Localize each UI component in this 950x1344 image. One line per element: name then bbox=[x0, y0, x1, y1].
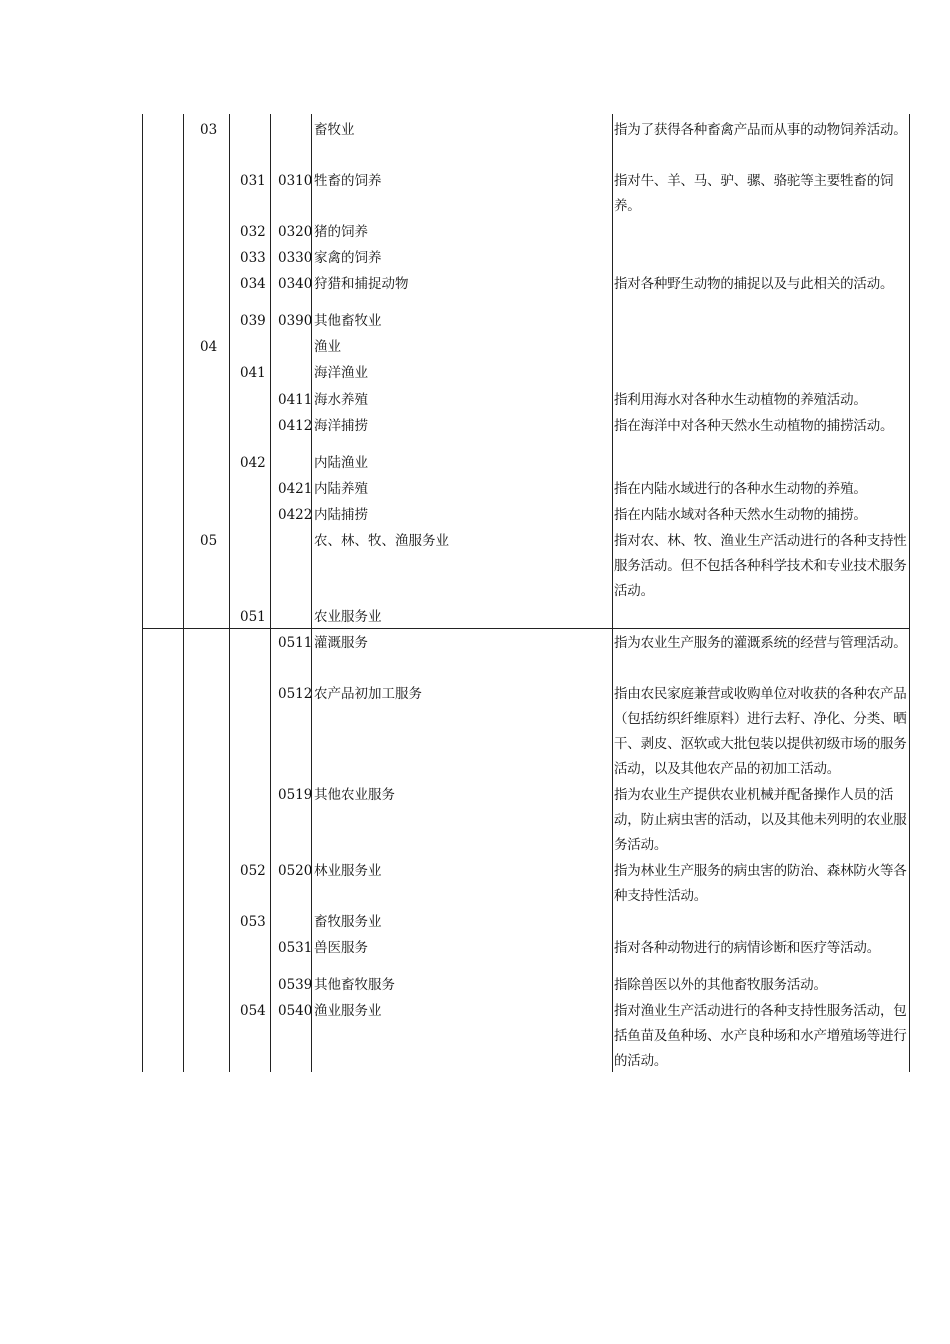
category-code: 03 bbox=[200, 122, 218, 138]
category-description: 指对各种野生动物的捕捉以及与此相关的活动。 bbox=[614, 276, 894, 292]
major-code: 033 bbox=[240, 250, 266, 266]
category-description: 指在内陆水域进行的各种水生动物的养殖。 bbox=[614, 481, 867, 497]
category-description: 指为农业生产提供农业机械并配备操作人员的活动，防止病虫害的活动，以及其他未列明的农业服务活动。 bbox=[614, 787, 907, 853]
medium-code: 0320 bbox=[278, 224, 313, 240]
category-name: 内陆捕捞 bbox=[314, 507, 368, 523]
category-name: 渔业 bbox=[314, 339, 341, 355]
category-description: 指利用海水对各种水生动植物的养殖活动。 bbox=[614, 392, 867, 408]
medium-code: 0539 bbox=[278, 977, 313, 993]
category-description: 指对农、林、牧、渔业生产活动进行的各种支持性服务活动。但不包括各种科学技术和专业技术服务活动。 bbox=[614, 533, 907, 599]
major-code: 054 bbox=[240, 1003, 266, 1019]
category-name: 林业服务业 bbox=[314, 863, 382, 879]
category-description: 指对各种动物进行的病情诊断和医疗等活动。 bbox=[614, 940, 880, 956]
category-name: 内陆渔业 bbox=[314, 455, 368, 471]
category-name: 其他畜牧业 bbox=[314, 313, 382, 329]
medium-code: 0531 bbox=[278, 940, 313, 956]
major-code: 051 bbox=[240, 609, 266, 625]
category-name: 其他农业服务 bbox=[314, 787, 395, 803]
medium-code: 0540 bbox=[278, 1003, 313, 1019]
medium-code: 0520 bbox=[278, 863, 313, 879]
category-description: 指在海洋中对各种天然水生动植物的捕捞活动。 bbox=[614, 418, 894, 434]
column-border bbox=[183, 114, 184, 1072]
column-border bbox=[229, 114, 230, 1072]
category-name: 畜牧服务业 bbox=[314, 914, 382, 930]
category-name: 猪的饲养 bbox=[314, 224, 368, 240]
category-name: 牲畜的饲养 bbox=[314, 173, 382, 189]
column-border bbox=[270, 114, 271, 1072]
category-description: 指为林业生产服务的病虫害的防治、森林防火等各种支持性活动。 bbox=[614, 863, 907, 904]
category-name: 狩猎和捕捉动物 bbox=[314, 276, 409, 292]
category-name: 农业服务业 bbox=[314, 609, 382, 625]
category-description: 指为农业生产服务的灌溉系统的经营与管理活动。 bbox=[614, 635, 907, 651]
category-name: 渔业服务业 bbox=[314, 1003, 382, 1019]
medium-code: 0411 bbox=[278, 392, 313, 408]
major-code: 041 bbox=[240, 365, 266, 381]
major-code: 053 bbox=[240, 914, 266, 930]
medium-code: 0412 bbox=[278, 418, 313, 434]
category-code: 05 bbox=[200, 533, 218, 549]
category-description: 指除兽医以外的其他畜牧服务活动。 bbox=[614, 977, 827, 993]
medium-code: 0512 bbox=[278, 686, 313, 702]
major-code: 052 bbox=[240, 863, 266, 879]
category-name: 海水养殖 bbox=[314, 392, 368, 408]
medium-code: 0519 bbox=[278, 787, 313, 803]
category-name: 灌溉服务 bbox=[314, 635, 368, 651]
category-code: 04 bbox=[200, 339, 218, 355]
major-code: 039 bbox=[240, 313, 266, 329]
major-code: 034 bbox=[240, 276, 266, 292]
column-border bbox=[612, 114, 613, 1072]
category-name: 农产品初加工服务 bbox=[314, 686, 422, 702]
category-description: 指在内陆水域对各种天然水生动物的捕捞。 bbox=[614, 507, 867, 523]
category-description: 指为了获得各种畜禽产品而从事的动物饲养活动。 bbox=[614, 122, 907, 138]
category-name: 内陆养殖 bbox=[314, 481, 368, 497]
major-code: 031 bbox=[240, 173, 266, 189]
medium-code: 0421 bbox=[278, 481, 313, 497]
major-code: 042 bbox=[240, 455, 266, 471]
medium-code: 0390 bbox=[278, 313, 313, 329]
category-name: 兽医服务 bbox=[314, 940, 368, 956]
category-name: 农、林、牧、渔服务业 bbox=[314, 533, 449, 549]
medium-code: 0422 bbox=[278, 507, 313, 523]
category-name: 海洋捕捞 bbox=[314, 418, 368, 434]
category-name: 其他畜牧服务 bbox=[314, 977, 395, 993]
medium-code: 0310 bbox=[278, 173, 313, 189]
column-border bbox=[142, 114, 143, 1072]
category-name: 畜牧业 bbox=[314, 122, 355, 138]
category-name: 海洋渔业 bbox=[314, 365, 368, 381]
category-name: 家禽的饲养 bbox=[314, 250, 382, 266]
medium-code: 0330 bbox=[278, 250, 313, 266]
medium-code: 0340 bbox=[278, 276, 313, 292]
medium-code: 0511 bbox=[278, 635, 313, 651]
category-description: 指由农民家庭兼营或收购单位对收获的各种农产品（包括纺织纤维原料）进行去籽、净化、分类、晒干、剥皮、沤软或大批包装以提供初级市场的服务活动，以及其他农产品的初加工活动。 bbox=[614, 686, 907, 777]
category-description: 指对渔业生产活动进行的各种支持性服务活动，包括鱼苗及鱼种场、水产良种场和水产增殖场等进行的活动。 bbox=[614, 1003, 907, 1069]
category-description: 指对牛、羊、马、驴、骡、骆驼等主要牲畜的饲养。 bbox=[614, 173, 894, 214]
major-code: 032 bbox=[240, 224, 266, 240]
